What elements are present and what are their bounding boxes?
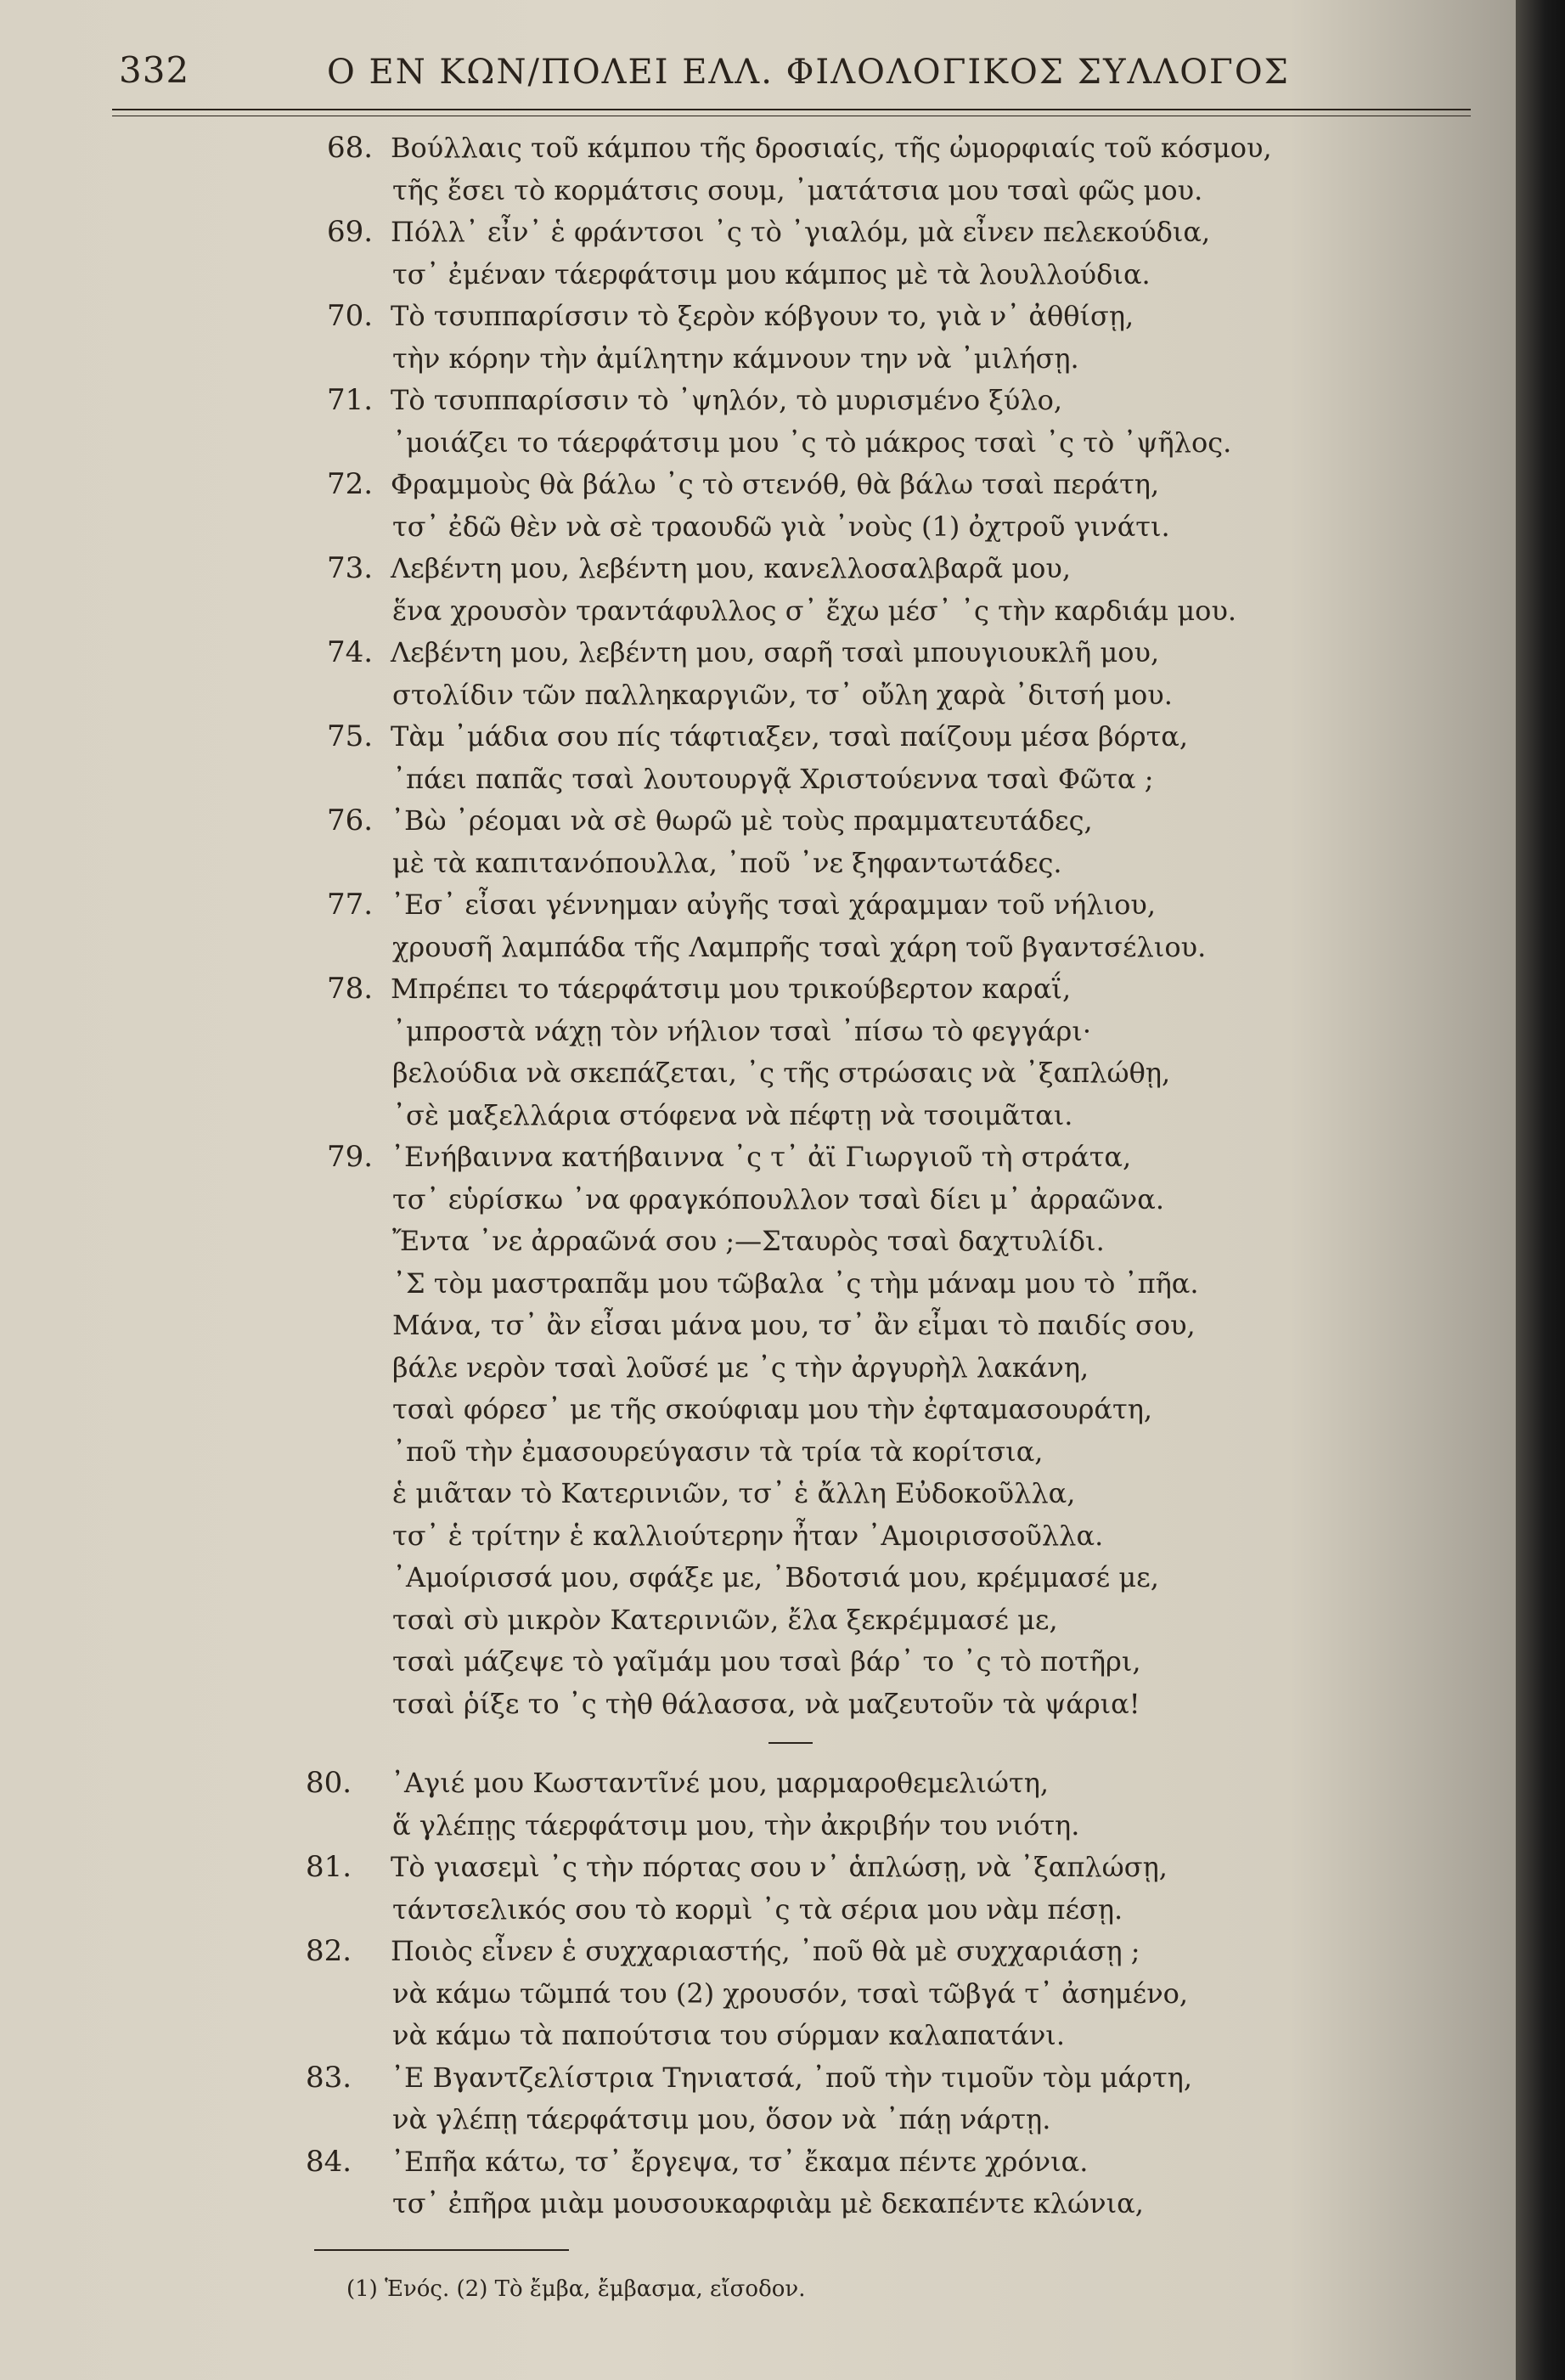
verse-text: τῆς ἔσει τὸ κορμάτσις σουμ, ᾽ματάτσια μου τσαὶ φῶς μου. — [392, 173, 1203, 206]
verse-line — [0, 1889, 1516, 1932]
verse-text: Τὸ γιασεμὶ ᾽ς τὴν πόρτας σου ν᾽ ἁπλώσῃ, νὰ ᾽ξαπλώσῃ, — [391, 1851, 1168, 1883]
verse-text: χρουσῆ λαμπάδα τῆς Λαμπρῆς τσαὶ χάρη τοῦ βγαντσέλιου. — [392, 930, 1207, 963]
verse-text: ᾽Ε Βγαντζελίστρια Τηνιατσά, ᾽ποῦ τὴν τιμοῦν τὸμ μάρτη, — [391, 2061, 1193, 2094]
verse-number: 73. — [327, 551, 374, 585]
verse-text: στολίδιν τῶν παλληκαργιῶν, τσ᾽ οὔλη χαρὰ ᾽διτσή μου. — [392, 678, 1173, 711]
verse-line — [0, 1805, 1516, 1847]
verse-line — [0, 1347, 1516, 1390]
verse-line — [0, 254, 1516, 296]
verse-number: 70. — [327, 299, 374, 333]
verse-text: νὰ κάμω τῶμπά του (2) χρουσόν, τσαὶ τῶβγά τ᾽ ἀσημένο, — [392, 1977, 1189, 2010]
verse-text: ᾽μοιάζει το τάερφάτσιμ μου ᾽ς τὸ μάκρος τσαὶ ᾽ς τὸ ᾽ψῆλος. — [392, 426, 1232, 459]
verse-text: τσαὶ μάζεψε τὸ γαῖμάμ μου τσαὶ βάρ᾽ το ᾽ς τὸ ποτῆρι, — [392, 1645, 1141, 1678]
verse — [0, 632, 1516, 716]
verse-line — [0, 2099, 1516, 2141]
verse-number: 79. — [327, 1140, 374, 1174]
verse — [0, 800, 1516, 884]
verse-text: Πόλλ᾽ εἶν᾽ ἑ φράντσοι ᾽ς τὸ ᾽γιαλόμ, μὰ εἶνεν πελεκούδια, — [391, 216, 1211, 248]
footnote-rule — [314, 2249, 569, 2251]
verse-text: μὲ τὰ καπιτανόπουλλα, ᾽ποῦ ᾽νε ξηφαντωτάδες. — [392, 846, 1062, 879]
verse-line — [0, 548, 1516, 590]
verse-number: 68. — [327, 131, 374, 165]
verse-line — [0, 968, 1516, 1011]
verse-text: ᾽Επῆα κάτω, τσ᾽ ἔργεψα, τσ᾽ ἔκαμα πέντε χρόνια. — [391, 2145, 1089, 2178]
verse-line — [0, 380, 1516, 422]
verse-line — [0, 1221, 1516, 1263]
verse-line — [0, 1847, 1516, 1889]
verse-line — [0, 2183, 1516, 2225]
verse-text: ᾽Σ τὸμ μαστραπᾶμ μου τῶβαλα ᾽ς τὴμ μάναμ μου τὸ ᾽πῆα. — [392, 1266, 1199, 1300]
verse-number: 76. — [327, 804, 374, 838]
verse-line — [0, 1431, 1516, 1474]
verse-line — [0, 1683, 1516, 1726]
verse — [0, 1136, 1516, 1725]
verse-text: τσ᾽ ἐμέναν τάερφάτσιμ μου κάμπος μὲ τὰ λουλλούδια. — [392, 257, 1151, 290]
verse-text: τσ᾽ ἑ τρίτην ἑ καλλιούτερην ἦταν ᾽Αμοιρισσοῦλλα. — [392, 1519, 1104, 1552]
verse-text: ἕνα χρουσὸν τραντάφυλλος σ᾽ ἔχω μέσ᾽ ᾽ς τὴν καρδιάμ μου. — [392, 594, 1237, 627]
verse-text: βάλε νερὸν τσαὶ λοῦσέ με ᾽ς τὴν ἀργυρὴλ λακάνη, — [392, 1351, 1089, 1384]
verse-line — [0, 590, 1516, 633]
verse-text: Ἔντα ᾽νε ἀρραῶνά σου ;—Σταυρὸς τσαὶ δαχτυλίδι. — [392, 1225, 1105, 1257]
verse-text: Λεβέντη μου, λεβέντη μου, σαρῆ τσαὶ μπουγιουκλῆ μου, — [391, 636, 1160, 668]
verse-text: ᾽ποῦ τὴν ἐμασουρεύγασιν τὰ τρία τὰ κορίτσια, — [392, 1435, 1044, 1468]
verse — [0, 1847, 1516, 1931]
verse-line — [0, 1931, 1516, 1973]
verse-line — [0, 884, 1516, 927]
verse-text: Λεβέντη μου, λεβέντη μου, κανελλοσαλβαρᾶ μου, — [391, 552, 1072, 584]
verse — [0, 127, 1516, 211]
header-rule — [112, 109, 1471, 110]
verse-number: 74. — [327, 635, 374, 669]
verse-text: Τὸ τσυππαρίσσιν τὸ ξερὸν κόβγουν το, γιὰ ν᾽ ἀθθίσῃ, — [391, 300, 1134, 332]
section-separator — [0, 1725, 1516, 1762]
verse-text: Βούλλαις τοῦ κάμπου τῆς δροσιαίς, τῆς ὠμορφιαίς τοῦ κόσμου, — [391, 132, 1272, 164]
verse-line — [0, 843, 1516, 885]
verse-line — [0, 1179, 1516, 1221]
verse-line — [0, 506, 1516, 549]
verse-text: βελούδια νὰ σκεπάζεται, ᾽ς τῆς στρώσαις νὰ ᾽ξαπλώθῃ, — [392, 1057, 1171, 1089]
verse-text: νὰ γλέπῃ τάερφάτσιμ μου, ὅσον νὰ ᾽πάῃ νάρτῃ. — [392, 2103, 1051, 2135]
verse-text: ἑ μιᾶταν τὸ Κατερινιῶν, τσ᾽ ἑ ἄλλη Εὐδοκοῦλλα, — [392, 1477, 1076, 1509]
verse-text: ἅ γλέπῃς τάερφάτσιμ μου, τὴν ἀκριβήν του νιότη. — [392, 1808, 1080, 1841]
verse-number: 75. — [327, 719, 374, 753]
binding-shadow — [1516, 0, 1565, 2380]
verse-text: τσ᾽ ἐπῆρα μιὰμ μουσουκαρφιὰμ μὲ δεκαπέντε κλώνια, — [392, 2187, 1144, 2219]
verse-line — [0, 1515, 1516, 1558]
verse-text: Φραμμοὺς θὰ βάλω ᾽ς τὸ στενόθ, θὰ βάλω τσαὶ περάτη, — [391, 468, 1160, 500]
verse-text: ᾽μπροστὰ νάχῃ τὸν νήλιον τσαὶ ᾽πίσω τὸ φεγγάρι· — [392, 1014, 1092, 1047]
verse-text: νὰ κάμω τὰ παπούτσια του σύρμαν καλαπατάνι. — [392, 2019, 1066, 2051]
verse — [0, 548, 1516, 632]
verse-number: 82. — [306, 1934, 352, 1968]
verse-number: 78. — [327, 972, 374, 1006]
verse-line — [0, 1011, 1516, 1053]
verse — [0, 2057, 1516, 2141]
verse-text: τσαὶ φόρεσ᾽ με τῆς σκούφιαμ μου τὴν ἐφταμασουράτη, — [392, 1393, 1153, 1425]
verse — [0, 884, 1516, 968]
verse-text: Τὸ τσυππαρίσσιν τὸ ᾽ψηλόν, τὸ μυρισμένο ξύλο, — [391, 384, 1063, 416]
verse-line — [0, 759, 1516, 801]
separator-dash — [768, 1742, 813, 1744]
verse-line — [0, 1263, 1516, 1306]
verse-text: τσαὶ σὺ μικρὸν Κατερινιῶν, ἔλα ξεκρέμμασέ με, — [392, 1603, 1058, 1636]
verse — [0, 296, 1516, 380]
verse-text: τσ᾽ ἐδῶ θὲν νὰ σὲ τραουδῶ γιὰ ᾽νοὺς (1) ὀχτροῦ γινάτι. — [392, 510, 1170, 543]
verse-line — [0, 800, 1516, 843]
verse-line — [0, 296, 1516, 338]
verse-text: ᾽πάει παπᾶς τσαὶ λουτουργᾷ Χριστούεννα τσαὶ Φῶτα ; — [392, 762, 1154, 795]
verse-text: Ποιὸς εἶνεν ἑ συχχαριαστής, ᾽ποῦ θὰ μὲ συχχαριάσῃ ; — [391, 1935, 1140, 1967]
running-head: Ο ΕΝ ΚΩΝ/ΠΟΛΕΙ ΕΛΛ. ΦΙΛΟΛΟΓΙΚΟΣ ΣΥΛΛΟΓΟΣ — [327, 53, 1290, 92]
verse-line — [0, 1095, 1516, 1137]
verse — [0, 464, 1516, 548]
verse-number: 81. — [306, 1850, 352, 1884]
verse-line — [0, 1641, 1516, 1683]
verse-line — [0, 2015, 1516, 2057]
verse-line — [0, 1052, 1516, 1095]
verse-text: ᾽Βὼ ᾽ρέομαι νὰ σὲ θωρῶ μὲ τοὺς πραμματευτάδες, — [391, 804, 1093, 837]
verse-text: τὴν κόρην τὴν ἀμίλητην κάμνουν την νὰ ᾽μιλήσῃ. — [392, 341, 1079, 375]
verse — [0, 211, 1516, 296]
verse-line — [0, 2057, 1516, 2100]
verse-text: τάντσελικός σου τὸ κορμὶ ᾽ς τὰ σέρια μου νὰμ πέσῃ. — [392, 1892, 1123, 1926]
verse-line — [0, 1599, 1516, 1642]
verse — [0, 380, 1516, 464]
verse-number: 83. — [306, 2060, 352, 2095]
verse-line — [0, 927, 1516, 969]
verse-number: 84. — [306, 2144, 352, 2179]
verse-text: Τὰμ ᾽μάδια σου πίς τάφτιαξεν, τσαὶ παίζουμ μέσα βόρτα, — [391, 720, 1189, 753]
verse-line — [0, 422, 1516, 465]
verse-text: ᾽Αμοίρισσά μου, σφάξε με, ᾽Βδοτσιά μου, κρέμμασέ με, — [392, 1561, 1159, 1593]
verse-line — [0, 1473, 1516, 1515]
verse-text: ᾽Εσ᾽ εἶσαι γέννημαν αὐγῆς τσαὶ χάραμμαν τοῦ νήλιου, — [391, 888, 1156, 921]
verse-line — [0, 170, 1516, 212]
verse — [0, 716, 1516, 800]
verse-text: ᾽Ενήβαιννα κατήβαιννα ᾽ς τ᾽ ἀϊ Γιωργιοῦ τὴ στράτα, — [391, 1141, 1132, 1173]
verse-line — [0, 1389, 1516, 1431]
verse-text: ᾽Αγιέ μου Κωσταντῖνέ μου, μαρμαροθεμελιώτη, — [391, 1767, 1050, 1799]
verse-line — [0, 632, 1516, 674]
verse-line — [0, 1557, 1516, 1599]
verse-number: 77. — [327, 888, 374, 922]
verse-line — [0, 1305, 1516, 1347]
verse-line — [0, 674, 1516, 717]
verse-list — [0, 127, 1516, 2225]
verse-text: τσ᾽ εὑρίσκω ᾽να φραγκόπουλλον τσαὶ δίει μ᾽ ἀρραῶνα. — [392, 1182, 1164, 1215]
verse-line — [0, 338, 1516, 381]
verse-line — [0, 464, 1516, 506]
verse-number: 71. — [327, 383, 374, 417]
verse — [0, 1762, 1516, 1847]
verse-number: 80. — [306, 1766, 352, 1800]
footnote: (1) Ἑνός. (2) Τὸ ἔμβα, ἔμβασμα, εἴσοδον. — [346, 2276, 806, 2302]
verse-text: Μάνα, τσ᾽ ἂν εἶσαι μάνα μου, τσ᾽ ἂν εἶμαι τὸ παιδίς σου, — [392, 1309, 1196, 1341]
verse-text: Μπρέπει το τάερφάτσιμ μου τρικούβερτον καραΐ, — [391, 973, 1072, 1005]
verse-number: 69. — [327, 215, 374, 249]
verse-number: 72. — [327, 467, 374, 501]
verse — [0, 2141, 1516, 2225]
verse — [0, 968, 1516, 1136]
verse — [0, 1931, 1516, 2057]
verse-line — [0, 127, 1516, 170]
verse-text: ᾽σὲ μαξελλάρια στόφενα νὰ πέφτῃ νὰ τσοιμᾶται. — [392, 1098, 1073, 1131]
verse-line — [0, 716, 1516, 759]
verse-text: τσαὶ ῥίξε το ᾽ς τὴθ θάλασσα, νὰ μαζευτοῦν τὰ ψάρια! — [392, 1687, 1140, 1720]
verse-line — [0, 1762, 1516, 1805]
page-number: 332 — [119, 49, 190, 91]
verse-line — [0, 211, 1516, 254]
verse-line — [0, 1973, 1516, 2016]
verse-line — [0, 1136, 1516, 1179]
verse-line — [0, 2141, 1516, 2184]
